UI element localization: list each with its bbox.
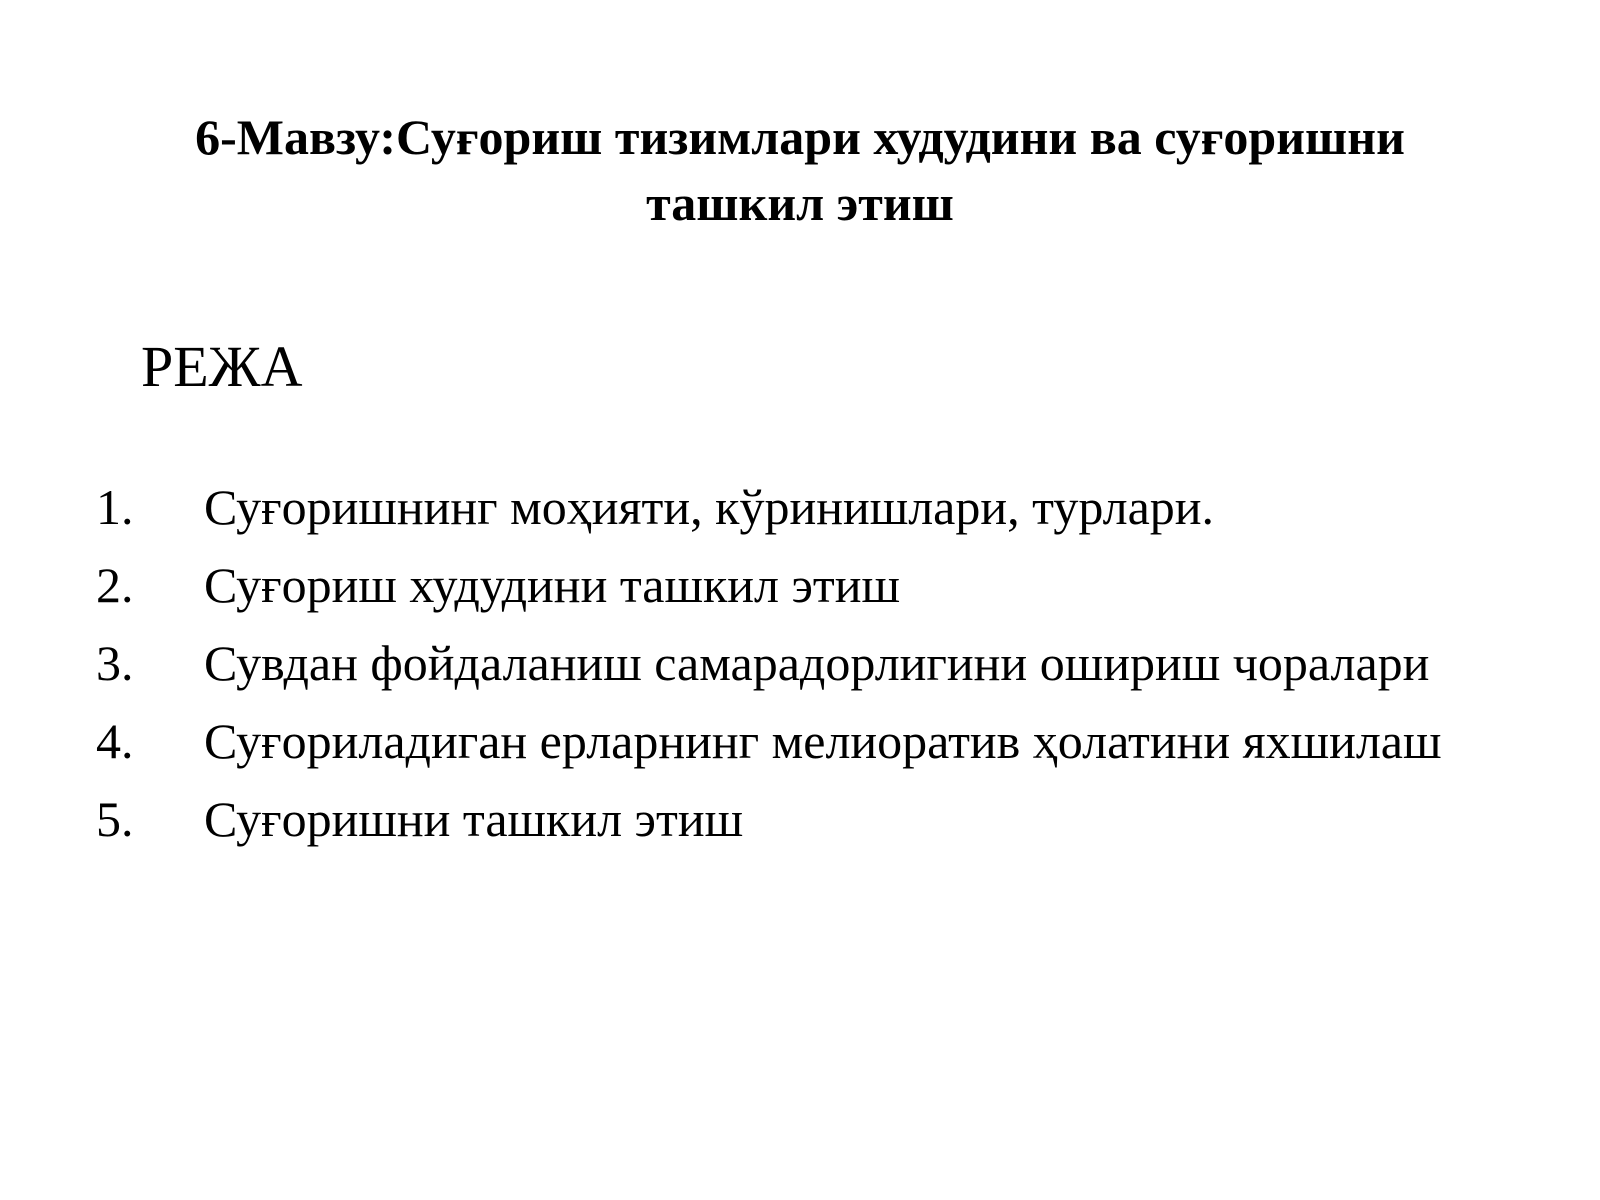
plan-heading: РЕЖА bbox=[141, 334, 303, 399]
list-item bbox=[96, 476, 1512, 538]
plan-list bbox=[96, 476, 1512, 866]
list-item-number: 5. bbox=[96, 791, 134, 847]
list-item bbox=[96, 632, 1512, 694]
list-item-text: Сувдан фойдаланиш самарадорлигини ошириш чоралари bbox=[204, 635, 1430, 691]
list-item bbox=[96, 710, 1512, 772]
list-item-text: Суғоришнинг моҳияти, кўринишлари, турлари. bbox=[204, 479, 1215, 535]
list-item-text: Суғориладиган ерларнинг мелиоратив ҳолатини яхшилаш bbox=[204, 713, 1442, 769]
list-item-number: 4. bbox=[96, 713, 134, 769]
list-item-number: 2. bbox=[96, 557, 134, 613]
list-item-text: Суғориш худудини ташкил этиш bbox=[204, 557, 901, 613]
list-item-number: 3. bbox=[96, 635, 134, 691]
list-item bbox=[96, 554, 1512, 616]
slide-title: 6-Мавзу:Суғориш тизимлари худудини ва суғоришни ташкил этиш bbox=[195, 109, 1405, 231]
list-item-text: Суғоришни ташкил этиш bbox=[204, 791, 744, 847]
list-item bbox=[96, 788, 1512, 850]
list-item-number: 1. bbox=[96, 479, 134, 535]
